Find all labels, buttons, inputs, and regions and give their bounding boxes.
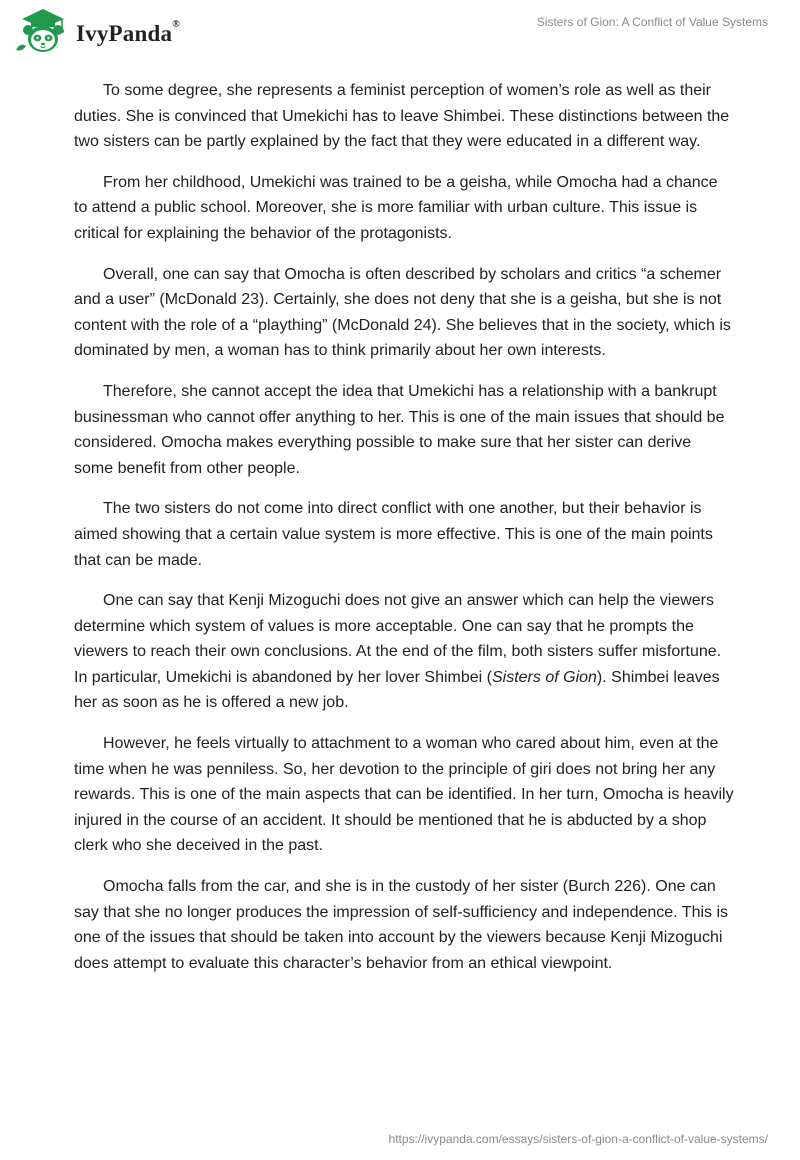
page-header xyxy=(0,0,800,62)
paragraph-text: However, he feels virtually to attachment to a woman who cared about him, even at the time when he was penniless. So, her devotion to the principle of giri does not bring her any rewards. This is one of the main aspects that can be identified. In her turn, Omocha is heavily injured in the course of an accident. It should be mentioned that he is abducted by a shop clerk who she deceived in the past. xyxy=(74,735,734,855)
paragraph xyxy=(74,496,734,573)
essay-body xyxy=(74,78,734,991)
source-url[interactable]: https://ivypanda.com/essays/sisters-of-gion-a-conflict-of-value-systems/ xyxy=(388,1132,768,1146)
document-title: Sisters of Gion: A Conflict of Value Systems xyxy=(536,15,768,29)
paragraph xyxy=(74,731,734,859)
paragraph-text: Overall, one can say that Omocha is often described by scholars and critics “a schemer and a user” (McDonald 23). Certainly, she does not deny that she is a geisha, but she is not content with the role of a “plaything” (McDonald 24). She believes that in the society, which is dominated by men, a woman has to think primarily about her own interests. xyxy=(74,265,731,360)
ivypanda-logo[interactable] xyxy=(14,6,180,54)
italic-title: Sisters of Gion xyxy=(491,668,597,686)
paragraph xyxy=(74,588,734,716)
paragraph-text: Therefore, she cannot accept the idea that Umekichi has a relationship with a bankrupt businessman who cannot offer anything to her. This is one of the main issues that should be considered. Omocha makes everything possible to make sure that her sister can derive some benefit from other people. xyxy=(74,382,725,477)
paragraph-text: Omocha falls from the car, and she is in the custody of her sister (Burch 226). One can say that she no longer produces the impression of self-sufficiency and independence. This is one of the issues that should be taken into account by the viewers because Kenji Mizoguchi does attempt to evaluate this character’s behavior from an ethical viewpoint. xyxy=(74,878,729,972)
paragraph xyxy=(74,170,734,247)
paragraph xyxy=(74,874,734,976)
paragraph xyxy=(74,379,734,481)
brand-name: IvyPanda® xyxy=(76,19,180,46)
panda-graduate-icon xyxy=(14,6,72,54)
paragraph-text: To some degree, she represents a feminist perception of women’s role as well as their duties. She is convinced that Umekichi has to leave Shimbei. These distinctions between the two sisters can be partly explained by the fact that they were educated in a different way. xyxy=(74,82,730,151)
paragraph xyxy=(74,78,734,155)
paragraph xyxy=(74,262,734,364)
paragraph-text: One can say that Kenji Mizoguchi does not give an answer which can help the viewers determine which system of values is more acceptable. One can say that he prompts the viewers to reach their own conclusions. At the end of the film, both sisters suffer misfortune. In particular, Umekichi is abandoned by her lover Shimbei ( xyxy=(74,592,722,686)
paragraph-text: ). Shimbei leaves her as soon as he is offered a new job. xyxy=(74,668,720,712)
paragraph-text: From her childhood, Umekichi was trained to be a geisha, while Omocha had a chance to attend a public school. Moreover, she is more familiar with urban culture. This issue is critical for explaining the behavior of the protagonists. xyxy=(74,173,718,242)
paragraph-text: The two sisters do not come into direct conflict with one another, but their behavior is aimed showing that a certain value system is more effective. This is one of the main points that can be made. xyxy=(74,500,713,569)
registered-mark: ® xyxy=(172,19,180,30)
